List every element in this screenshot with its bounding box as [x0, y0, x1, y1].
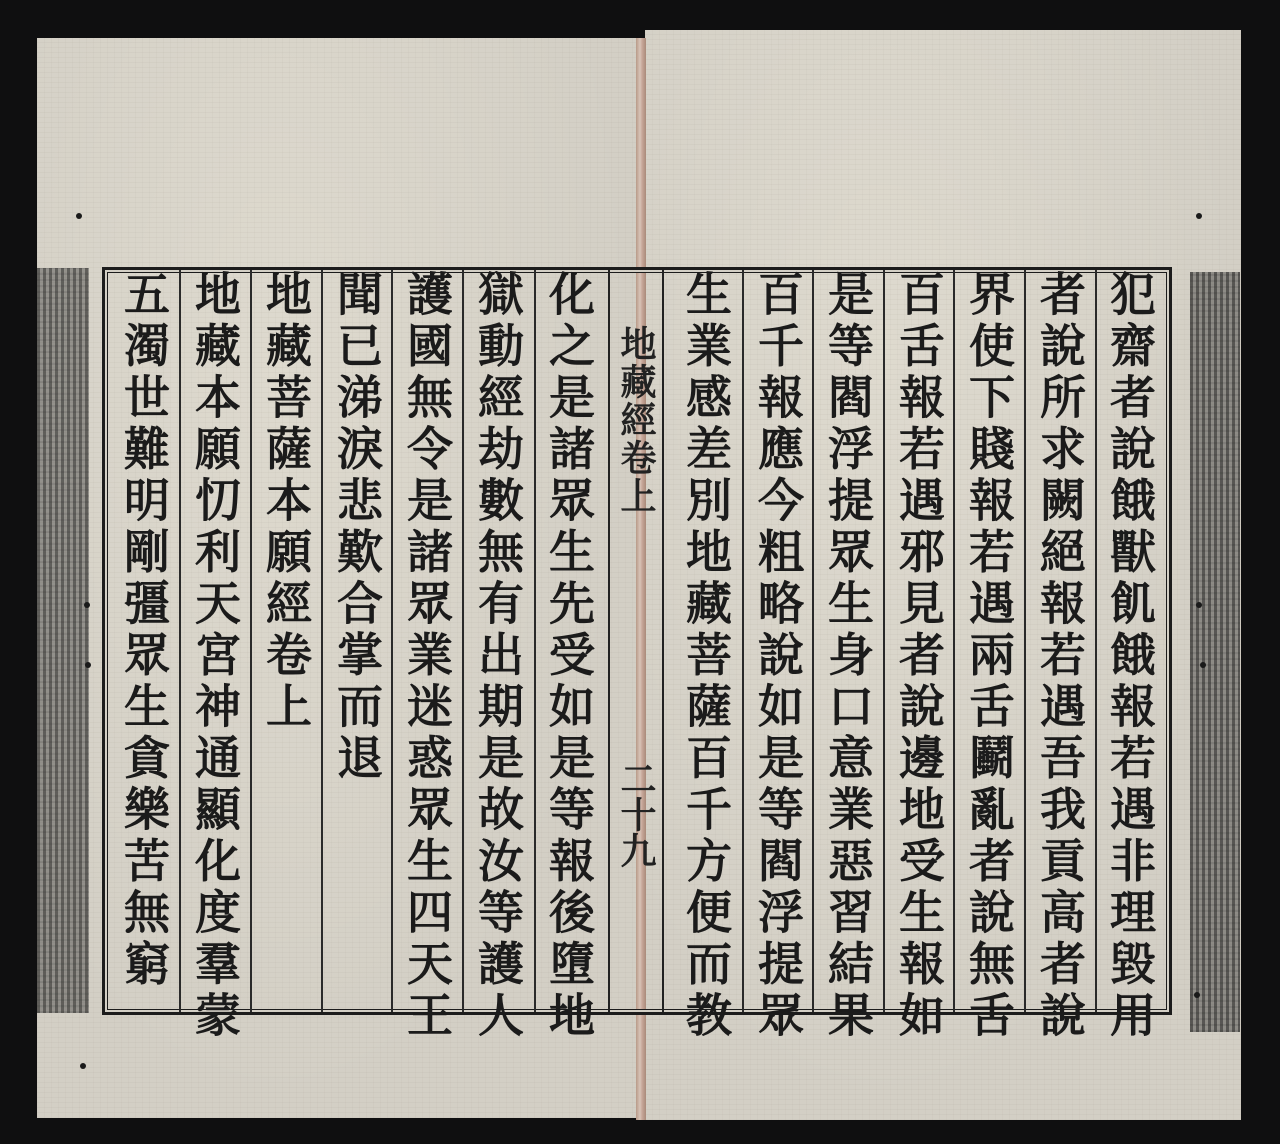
binding-hole — [76, 213, 82, 219]
column-rule — [742, 270, 744, 1012]
binding-hole — [1196, 602, 1202, 608]
column-rule — [462, 270, 464, 1012]
text-column: 犯齋者說餓獸飢餓報若遇非理毀用 — [1103, 270, 1157, 1043]
binding-hole — [1196, 213, 1202, 219]
text-column: 五濁世難明剛彊眾生貪樂苦無窮 — [117, 270, 171, 991]
ink-smudge-left — [37, 268, 89, 1013]
text-column: 界使下賤報若遇兩舌鬬亂者說無舌 — [962, 270, 1016, 1043]
binding-hole — [84, 602, 90, 608]
binding-hole — [1200, 662, 1206, 668]
ink-smudge-right — [1190, 272, 1240, 1032]
column-rule — [883, 270, 885, 1012]
binding-hole — [85, 662, 91, 668]
column-rule — [1095, 270, 1097, 1012]
binding-hole — [1194, 992, 1200, 998]
text-column: 化之是諸眾生先受如是等報後墮地 — [542, 270, 596, 1043]
text-column: 百舌報若遇邪見者說邊地受生報如 — [892, 270, 946, 1043]
text-column: 生業感差別地藏菩薩百千方便而教 — [679, 270, 733, 1043]
column-rule — [953, 270, 955, 1012]
text-column: 護國無令是諸眾業迷惑眾生四天王 — [400, 270, 454, 1043]
column-rule — [534, 270, 536, 1012]
column-rule — [391, 270, 393, 1012]
book-title: 地藏經卷上 — [615, 325, 657, 515]
text-column: 地藏本願忉利天宮神通顯化度羣蒙 — [188, 270, 242, 1043]
text-column: 獄動經劫數無有出期是故汝等護人 — [471, 270, 525, 1043]
column-rule — [1024, 270, 1026, 1012]
page-number: 二十九 — [615, 760, 657, 868]
column-rule — [812, 270, 814, 1012]
text-column: 者說所求闕絕報若遇吾我貢高者說 — [1033, 270, 1087, 1043]
text-column: 百千報應今粗略說如是等閻浮提眾 — [751, 270, 805, 1043]
column-rule — [250, 270, 252, 1012]
text-column: 地藏菩薩本願經卷上 — [259, 270, 313, 734]
binding-hole — [80, 1063, 86, 1069]
column-rule — [321, 270, 323, 1012]
text-column: 是等閻浮提眾生身口意業惡習結果 — [821, 270, 875, 1043]
text-column: 聞已涕淚悲歎合掌而退 — [330, 270, 384, 785]
column-rule — [179, 270, 181, 1012]
